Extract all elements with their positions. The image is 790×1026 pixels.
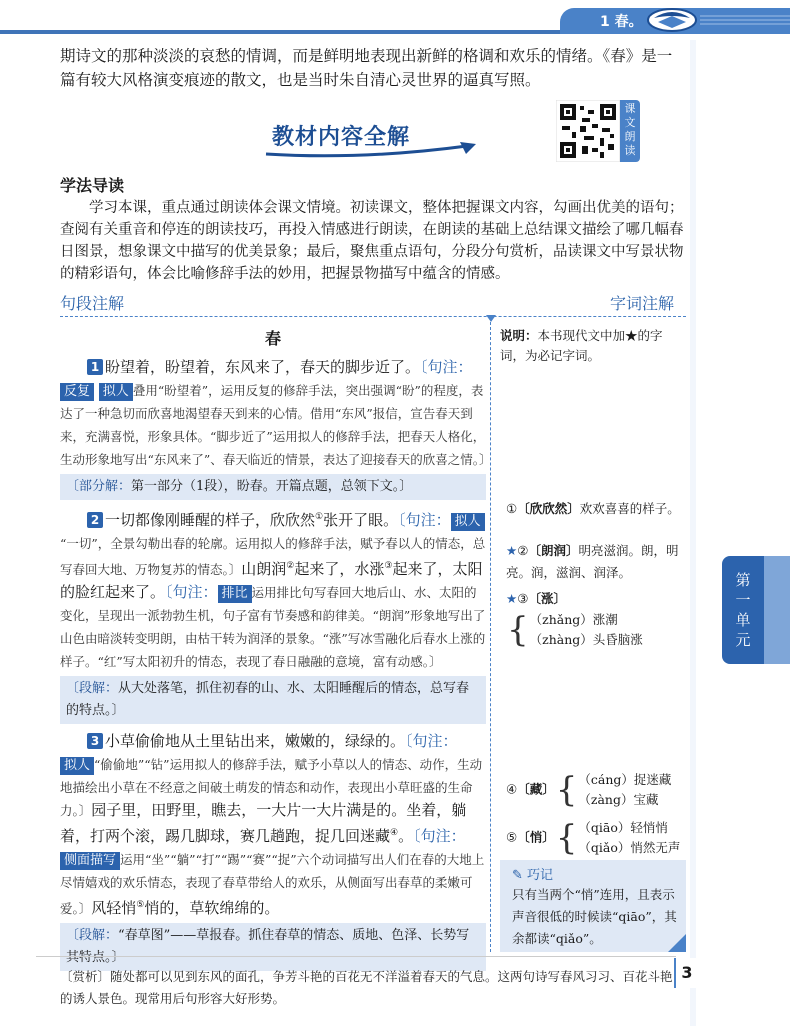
tip-heading-text: 巧记 <box>527 868 554 883</box>
reading-brace: { （qiāo）轻悄悄 （qiǎo）悄然无声 <box>555 818 681 858</box>
reading-1: （zhǎng）涨潮 <box>529 612 618 627</box>
footer-text: 随处都可以见到东风的面孔，争芳斗艳的百花无不洋溢着春天的气息。这两句诗写春风习习、百花斗艳的诱人景色。现常用后句形容大好形势。 <box>60 969 673 1006</box>
para-text: 起来了，太阳的脸红起来了。 <box>60 560 483 601</box>
para-text: 山朗润 <box>241 560 287 578</box>
gloss-number: ⑤ <box>506 829 518 845</box>
reading-1: （cáng）捉迷藏 <box>578 772 672 787</box>
rhetoric-tag: 拟人 <box>99 383 133 401</box>
gloss-number: ① <box>506 501 518 516</box>
note-text: 本书现代文中加★的字词，为必记字词。 <box>500 328 663 363</box>
divider-arrow-icon <box>486 313 496 323</box>
reading-2: （qiǎo）悄然无声 <box>578 840 681 855</box>
note-key: 〔句注： <box>413 827 466 845</box>
section-title: 教材内容全解 <box>272 125 411 150</box>
tip-heading <box>512 864 553 883</box>
unit-tab[interactable] <box>722 556 764 664</box>
gloss-entry-4 <box>506 770 686 810</box>
page-header <box>0 0 790 34</box>
para-text: 风轻悄 <box>91 899 137 917</box>
rhetoric-tag: 排比 <box>218 585 252 603</box>
para-number: 3 <box>87 733 103 749</box>
para-summary <box>60 676 486 724</box>
unit-tab-label: 第一单元 <box>735 571 751 649</box>
gloss-entry-3 <box>506 588 686 650</box>
gloss-word: 〔涨〕 <box>528 591 566 606</box>
summary-text: 从大处落笔，抓住初春的山、水、太阳睡醒后的情态，总写春的特点。〕 <box>66 681 470 718</box>
tip-corner <box>668 934 686 952</box>
glossary-note <box>500 326 686 366</box>
para-number: 2 <box>87 512 103 528</box>
method-heading: 学法导读 <box>60 176 125 195</box>
summary-text: “春草图”——草报春。抓住春草的情态、质地、色泽、长势写其特点。〕 <box>66 928 470 965</box>
note-key: 说明： <box>500 328 538 343</box>
rhetoric-tag: 拟人 <box>451 513 485 531</box>
note-key: 〔句注： <box>420 358 473 376</box>
method-text: 学习本课，重点通过朗读体会课文情境。初读课文，整体把握课文内容，勾画出优美的语句；查阅有关重音和停连的朗读技巧，再投入情感进行朗读，在朗读的基础上总结课文描绘了哪几幅春日图景，想象课文中描写的优美景象；最后，聚焦重点语句，分段分句赏析，品读课文中写景状物的精彩语句，体会比喻修辞手法的妙用，把握景物描写中蕴含的情感。 <box>60 200 684 282</box>
para-text: 起来了，水涨 <box>294 560 385 578</box>
gloss-word: 〔悄〕 <box>517 829 555 845</box>
star-icon: ★ <box>506 591 518 606</box>
book-emblem-icon <box>646 4 698 32</box>
para-text: 小草偷偷地从土里钻出来，嫩嫩的，绿绿的。 <box>105 732 406 750</box>
sentence-notes-heading: 句段注解 <box>60 294 125 313</box>
footnote-mark: ① <box>315 512 324 522</box>
footnote-mark: ④ <box>390 828 399 838</box>
rhetoric-tag: 拟人 <box>60 757 94 775</box>
note-key: 〔句注： <box>165 583 218 601</box>
sentence-note: 运用“坐”“躺”“打”“踢”“赛”“捉”六个动词描写出人们在春的大地上尽情嬉戏的欢乐情态，表现了春草带给人的欢乐，从侧面写出春草的柔嫩可爱。〕 <box>60 852 485 916</box>
sentence-note: “偷偷地”“钻”运用拟人的修辞手法，赋予小草以人的情态、动作，生动地描绘出小草在不经意之间破土萌发的情态和动作，表现出小草旺盛的生命力。〕 <box>60 757 483 818</box>
passage <box>60 328 492 977</box>
memory-tip-box <box>500 860 686 952</box>
title-swoosh-icon <box>262 140 482 160</box>
para-text: 。 <box>398 827 414 845</box>
reading-1: （qiāo）轻悄悄 <box>578 820 668 835</box>
page-number: 3 <box>674 958 698 988</box>
para-text: 一切都像刚睡醒的样子，欣欣然 <box>105 511 316 529</box>
gloss-definition: 欢欢喜喜的样子。 <box>579 501 680 516</box>
tip-body: 只有当两个“悄”连用，且表示声音很低的时候读“qiāo”，其余都读“qiǎo”。 <box>512 887 677 946</box>
summary-key: 〔段解： <box>66 681 119 696</box>
gloss-entry-1 <box>506 498 686 520</box>
method-body <box>60 197 686 285</box>
sentence-note: 运用排比句写春回大地后山、水、太阳的变化，呈现出一派勃勃生机，句子富有节奏感和韵律美。“朗润”形象地写出了山色由暗淡转变明朗，由枯干转为润泽的景象。“涨”写冰雪融化后春水上涨的样子。“红”写太阳初升的情态，表现了春日融融的意境，富有动感。〕 <box>60 585 486 669</box>
gloss-word: 〔欣欣然〕 <box>517 501 580 516</box>
header-stripes <box>700 12 790 28</box>
para-text: 盼望着，盼望着，东风来了，春天的脚步近了。 <box>105 358 421 376</box>
lesson-label: 1 春。 <box>600 14 643 30</box>
appreciation-note <box>60 966 680 1010</box>
part-summary <box>60 474 486 500</box>
gloss-number: ③ <box>517 591 529 606</box>
paragraph-3 <box>60 730 486 920</box>
passage-title: 春 <box>264 329 281 348</box>
gloss-entry-2 <box>506 540 686 584</box>
sentence-note: “一切”，全景勾勒出春的轮廓。运用拟人的修辞手法，赋予春以人的情态，总写春回大地、万物复苏的情态。〕 <box>60 536 486 577</box>
note-key: 〔句注： <box>398 511 451 529</box>
tip-icon: ✎ <box>512 868 528 883</box>
qr-code-icon[interactable] <box>556 100 620 162</box>
summary-text: 第一部分（1段），盼春。开篇点题，总领下文。〕 <box>131 479 413 494</box>
word-notes-heading: 字词注解 <box>610 294 675 313</box>
gloss-definition: 明亮滋润。朗，明亮。润，滋润、润泽。 <box>506 543 679 580</box>
paragraph-2 <box>60 506 486 673</box>
unit-tab-strip <box>764 556 790 664</box>
gloss-number: ② <box>517 543 529 558</box>
summary-key: 〔部分解： <box>66 479 132 494</box>
summary-key: 〔段解： <box>66 928 119 943</box>
paragraph-1 <box>60 356 492 471</box>
footnote-mark: ② <box>286 561 295 571</box>
gloss-number: ④ <box>506 781 518 797</box>
gloss-entry-5 <box>506 818 686 858</box>
intro-paragraph: 期诗文的那种淡淡的哀愁的情调，而是鲜明地表现出新鲜的格调和欢乐的情绪。《春》是一篇有较大风格演变痕迹的散文，也是当时朱自清心灵世界的逼真写照。 <box>60 47 673 89</box>
right-edge-strip <box>690 40 696 1026</box>
column-divider <box>490 322 491 952</box>
para-text: 张开了眼。 <box>323 511 399 529</box>
heading-divider <box>60 316 686 317</box>
rhetoric-tag: 反复 <box>60 383 94 401</box>
rhetoric-tag: 侧面描写 <box>60 852 120 870</box>
para-number: 1 <box>87 359 103 375</box>
gloss-word: 〔藏〕 <box>517 781 555 797</box>
star-icon: ★ <box>506 543 518 558</box>
para-text: 悄的，草软绵绵的。 <box>144 899 280 917</box>
para-text: 园子里，田野里，瞧去，一大片一大片满是的。坐着，躺着，打两个滚，踢几脚球，赛几趟跑，捉几回迷藏 <box>60 801 467 845</box>
reading-brace: { （cáng）捉迷藏 （zàng）宝藏 <box>555 770 672 810</box>
qr-label: 课文朗读 <box>620 100 640 162</box>
sentence-note: 叠用“盼望着”，运用反复的修辞手法，突出强调“盼”的程度，表达了一种急切而欣喜地渴望春天到来的心情。借用“东风”报信，宣告春天到来，充满喜悦，形象具体。“脚步近了”运用拟人的修辞手法，把春天人格化，生动形象地写出“东风来了”、春天临近的情景，表达了迎接春天的欣喜之情。〕 <box>60 383 492 467</box>
footnote-mark: ⑤ <box>136 900 145 910</box>
footnote-mark: ③ <box>384 561 393 571</box>
reading-2: （zàng）宝藏 <box>578 792 659 807</box>
footer-key: 〔赏析〕 <box>60 969 111 984</box>
note-key: 〔句注： <box>405 732 458 750</box>
reading-brace: { （zhǎng）涨潮 （zhàng）头昏脑涨 <box>507 610 643 650</box>
gloss-word: 〔朗润〕 <box>528 543 579 558</box>
reading-2: （zhàng）头昏脑涨 <box>529 632 643 647</box>
